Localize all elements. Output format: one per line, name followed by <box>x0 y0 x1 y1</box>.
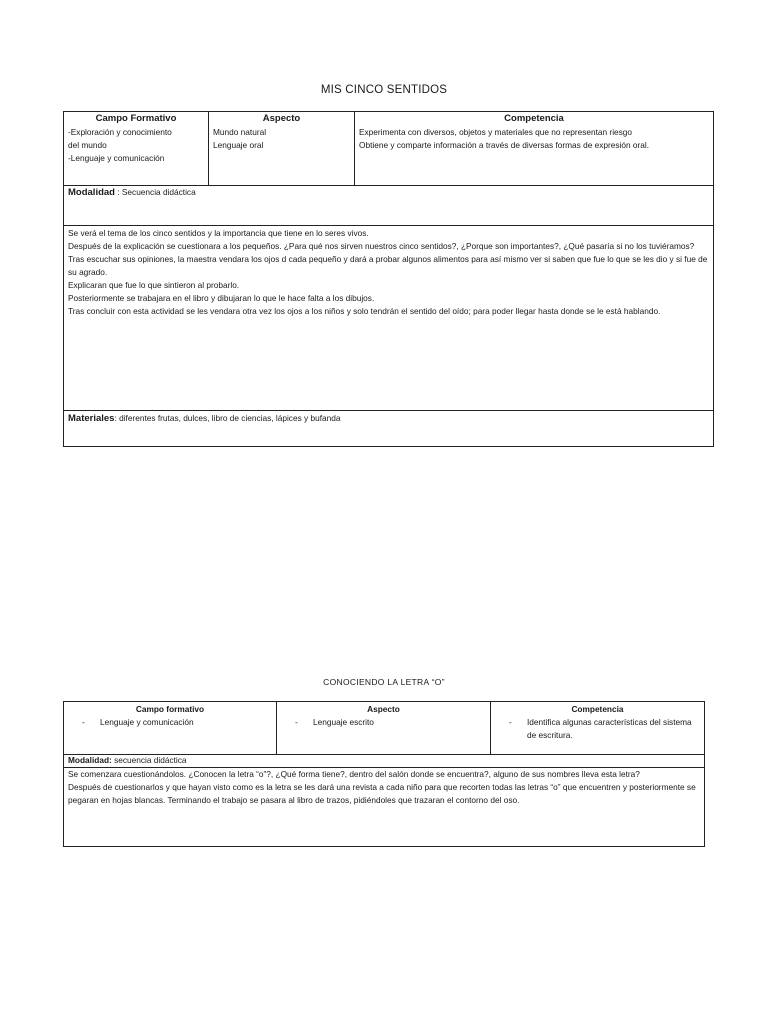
description-paragraph: Tras escuchar sus opiniones, la maestra vendara los ojos d cada pequeño y dará a probar algunos alimentos para así mismo ver si saben que fue lo que se les dio y si fue de su agrado. <box>68 254 708 277</box>
modalidad-row <box>64 185 713 226</box>
materiales-row <box>64 411 713 446</box>
competencia-cell <box>355 112 713 185</box>
modalidad-row <box>64 754 704 768</box>
competencia-heading: Competencia <box>504 113 564 124</box>
competencia-line: Obtiene y comparte información a través de diversas formas de expresión oral. <box>359 140 650 150</box>
competencia-heading: Competencia <box>571 704 624 714</box>
modalidad-label: Modalidad: <box>68 755 112 765</box>
bullet-dash: - <box>82 717 85 727</box>
description-paragraph: Se verá el tema de los cinco sentidos y la importancia que tiene en lo seres vivos. <box>68 228 369 238</box>
bullet-dash: - <box>509 717 512 727</box>
campo-line: del mundo <box>68 140 107 150</box>
aspecto-item: Lenguaje escrito <box>313 717 374 727</box>
aspecto-cell <box>277 702 491 754</box>
description-paragraph: Tras concluir con esta actividad se les vendara otra vez los ojos a los niños y solo tendrán el sentido del oído; para poder llegar hasta donde se le está hablando. <box>68 306 661 316</box>
description-paragraph: Después de la explicación se cuestionara a los pequeños. ¿Para qué nos sirven nuestros cinco sentidos?, ¿Porque son importantes?, ¿Qué pasaría si no los tuviéramos? <box>68 241 695 251</box>
header-row <box>64 702 704 755</box>
lesson-table-1 <box>63 111 714 447</box>
modalidad-value: secuencia didáctica <box>111 755 187 765</box>
section2-title: CONOCIENDO LA LETRA “O” <box>323 677 445 687</box>
description-row <box>64 768 704 846</box>
modalidad-label: Modalidad <box>68 187 115 198</box>
campo-formativo-heading: Campo formativo <box>135 704 205 714</box>
description-paragraph: Explicaran que fue lo que sintieron al probarlo. <box>68 280 240 290</box>
campo-item: Lenguaje y comunicación <box>100 717 194 727</box>
competencia-line: Experimenta con diversos, objetos y materiales que no representan riesgo <box>359 127 633 137</box>
aspecto-heading: Aspecto <box>262 113 301 124</box>
materiales-value: : diferentes frutas, dulces, libro de ciencias, lápices y bufanda <box>114 413 341 423</box>
competencia-cell <box>491 702 704 754</box>
aspecto-line: Lenguaje oral <box>213 140 264 150</box>
section1-title: MIS CINCO SENTIDOS <box>320 84 448 96</box>
description-row <box>64 226 713 411</box>
description-paragraph: Después de cuestionarlos y que hayan visto como es la letra se les dará una revista a cada niño para que recorten todas las letras “o” que encuentren y posteriormente se pegaran en hojas blancas. Terminando el trabajo se pasara al libro de trazos, pidiéndoles que trazaran el contorno del oso. <box>68 782 696 805</box>
campo-line: -Exploración y conocimiento <box>68 127 172 137</box>
modalidad-value: : Secuencia didáctica <box>114 187 196 197</box>
aspecto-line: Mundo natural <box>213 127 267 137</box>
description-paragraph: Posteriormente se trabajara en el libro y dibujaran lo que le hace falta a los dibujos. <box>68 293 375 303</box>
materiales-label: Materiales <box>68 413 115 424</box>
campo-formativo-cell <box>64 112 209 185</box>
aspecto-heading: Aspecto <box>367 704 400 714</box>
campo-line: -Lenguaje y comunicación <box>68 153 165 163</box>
lesson-table-2 <box>63 701 705 847</box>
campo-formativo-cell <box>64 702 277 754</box>
competencia-item: Identifica algunas características del sistema de escritura. <box>527 717 692 740</box>
aspecto-cell <box>209 112 355 185</box>
header-row <box>64 112 713 186</box>
campo-formativo-heading: Campo Formativo <box>95 113 177 124</box>
bullet-dash: - <box>295 717 298 727</box>
description-paragraph: Se comenzara cuestionándolos. ¿Conocen la letra “o”?, ¿Qué forma tiene?, dentro del salón donde se encuentra?, alguno de sus nombres lleva esta letra? <box>68 769 640 779</box>
